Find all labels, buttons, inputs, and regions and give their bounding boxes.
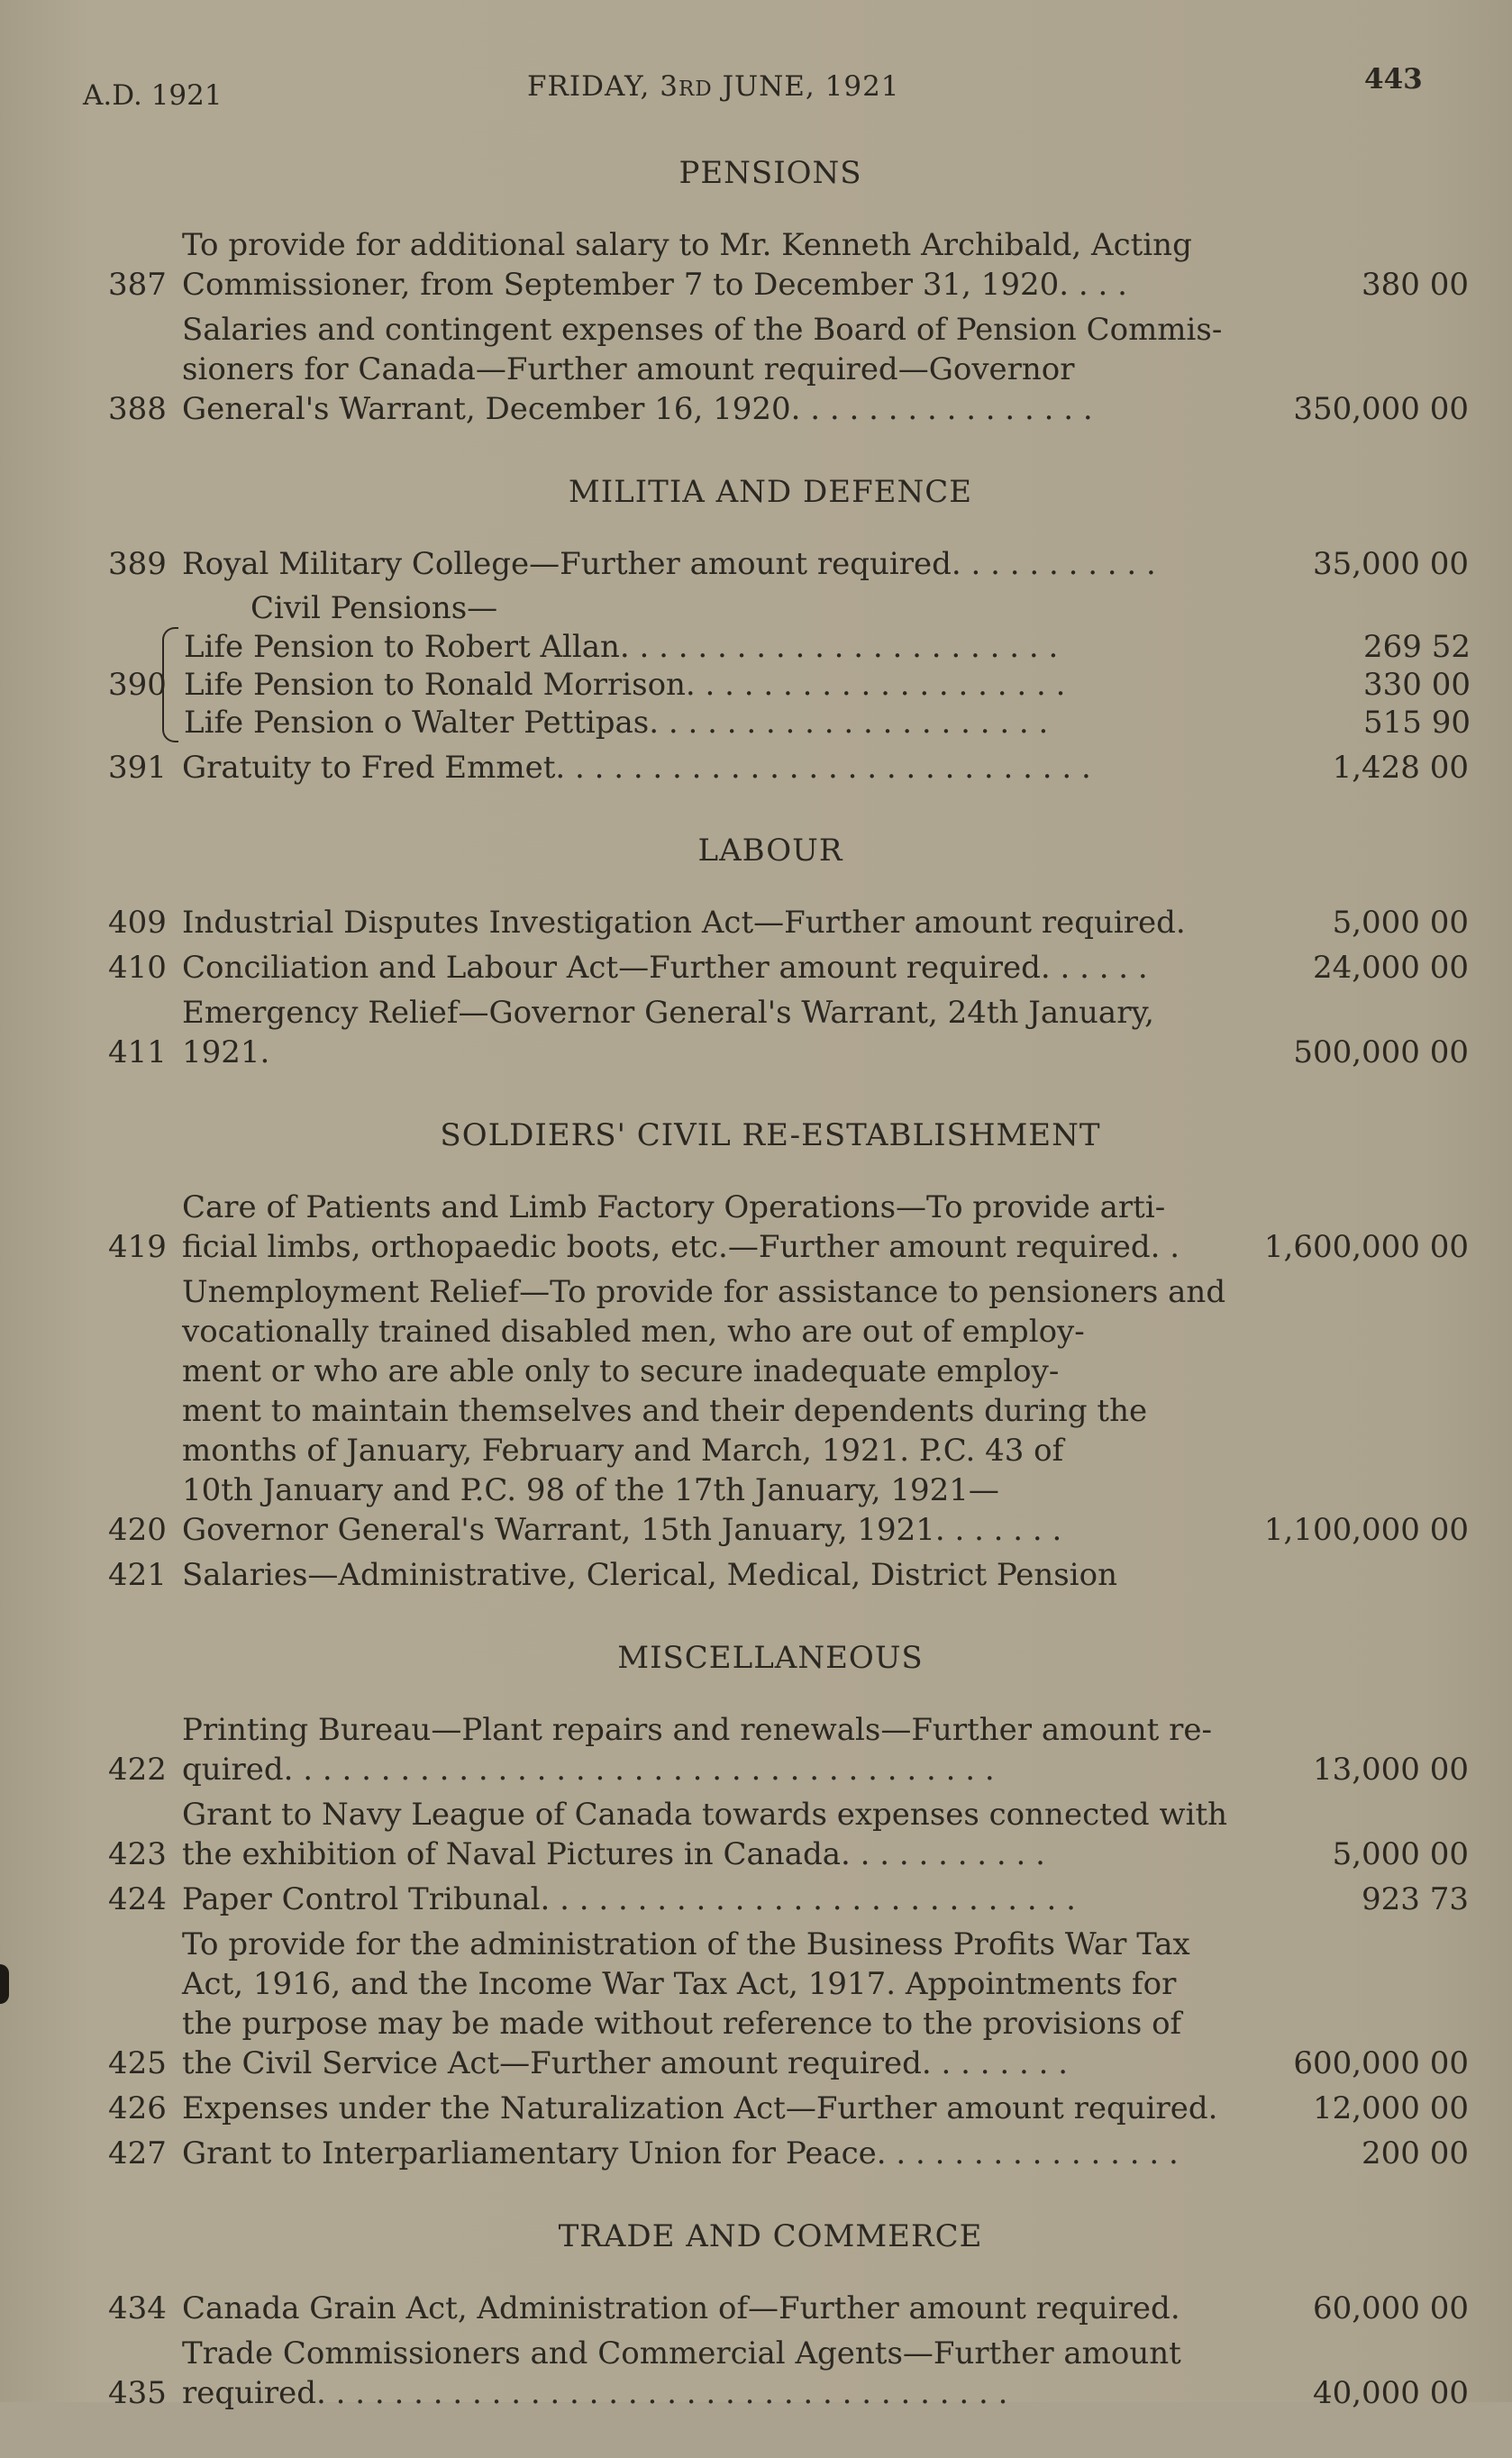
estimate-item: [108, 1272, 1469, 1550]
description-line: Grant to Interparliamentary Union for Peace. . . . . . . . . . . . . . . .: [182, 2135, 1179, 2171]
estimate-item: [108, 310, 1469, 429]
estimate-item: [108, 1710, 1469, 1789]
item-number: 424: [108, 1881, 167, 1917]
header-date: [527, 70, 900, 103]
description-line: To provide for the administration of the Business Profits War Tax: [182, 1926, 1190, 1962]
description-line: ficial limbs, orthopaedic boots, etc.—Further amount required. .: [182, 1229, 1180, 1265]
description-line: Grant to Navy League of Canada towards expenses connected with: [182, 1797, 1228, 1833]
item-amount: 500,000 00: [1293, 1034, 1469, 1070]
item-amount: 40,000 00: [1312, 2375, 1469, 2411]
item-amount: 1,100,000 00: [1263, 1512, 1469, 1548]
item-number: 389: [108, 546, 167, 582]
section: [108, 474, 1469, 787]
header-ordinal: RD: [678, 77, 713, 101]
description-line: Unemployment Relief—To provide for assistance to pensioners and: [182, 1274, 1226, 1310]
binding-mark: [0, 1964, 9, 2004]
section: [108, 1117, 1469, 1595]
item-description: [182, 2334, 1245, 2413]
estimate-item: [108, 948, 1469, 988]
description-line: Royal Military College—Further amount required. . . . . . . . . . .: [182, 546, 1156, 582]
item-number: 410: [108, 950, 167, 986]
section-title: MISCELLANEOUS: [617, 1640, 924, 1676]
item-description: [182, 1555, 1245, 1595]
item-description: [182, 225, 1245, 305]
estimate-item: [108, 544, 1469, 584]
estimate-item: [108, 1925, 1469, 2083]
estimate-item: [108, 1188, 1469, 1267]
item-description: [182, 1795, 1245, 1874]
description-line: Gratuity to Fred Emmet. . . . . . . . . . . . . . . . . . . . . . . . . . . .: [182, 750, 1091, 786]
brace-icon: [162, 627, 178, 742]
item-amount: 60,000 00: [1312, 2290, 1469, 2326]
description-line: the exhibition of Naval Pictures in Canada. . . . . . . . . . .: [182, 1836, 1045, 1872]
item-description: [182, 1880, 1245, 1919]
description-line: Expenses under the Naturalization Act—Further amount required.: [182, 2090, 1218, 2126]
item-description: [182, 2289, 1245, 2328]
item-description: [182, 310, 1245, 429]
item-number: 427: [108, 2135, 167, 2171]
item-amount: 12,000 00: [1312, 2090, 1469, 2126]
item-description: [182, 1188, 1245, 1267]
pension-amount: 269 52: [1363, 629, 1471, 665]
section-title: TRADE AND COMMERCE: [558, 2218, 983, 2254]
item-number: 409: [108, 905, 167, 941]
description-line: Governor General's Warrant, 15th January, 1921. . . . . . .: [182, 1512, 1062, 1548]
description-line: Salaries and contingent expenses of the Board of Pension Commis-: [182, 312, 1223, 348]
estimate-item: [108, 1555, 1469, 1595]
estimate-item: [108, 748, 1469, 787]
item-description: [182, 1710, 1245, 1789]
item-amount: 1,600,000 00: [1263, 1229, 1469, 1265]
pension-line: Life Pension o Walter Pettipas. . . . . . . . . . . . . . . . . . . . .: [184, 705, 1049, 741]
estimate-item: [108, 225, 1469, 305]
item-number: 420: [108, 1512, 167, 1548]
section-title: SOLDIERS' CIVIL RE-ESTABLISHMENT: [440, 1117, 1101, 1153]
pension-line: Life Pension to Ronald Morrison. . . . . . . . . . . . . . . . . . . .: [184, 667, 1066, 703]
description-line: Care of Patients and Limb Factory Operations—To provide arti-: [182, 1189, 1166, 1225]
description-line: Trade Commissioners and Commercial Agents—Further amount: [182, 2335, 1181, 2372]
description-line: Printing Bureau—Plant repairs and renewals—Further amount re-: [182, 1712, 1212, 1748]
item-amount: 600,000 00: [1293, 2045, 1469, 2081]
item-number: 390: [108, 667, 167, 703]
description-line: 10th January and P.C. 98 of the 17th January, 1921—: [182, 1472, 999, 1508]
item-number: 419: [108, 1229, 167, 1265]
item-description: [182, 748, 1245, 787]
item-number: 435: [108, 2375, 167, 2411]
section-title: LABOUR: [697, 833, 843, 869]
section: [108, 1640, 1469, 2173]
description-line: quired. . . . . . . . . . . . . . . . . . . . . . . . . . . . . . . . . . . . .: [182, 1752, 995, 1788]
item-number: 423: [108, 1836, 167, 1872]
item-description: [182, 903, 1245, 942]
item-number: 425: [108, 2045, 167, 2081]
section-title: MILITIA AND DEFENCE: [568, 474, 973, 510]
estimate-item: [108, 903, 1469, 942]
section-title: PENSIONS: [679, 155, 862, 191]
header-day: FRIDAY, 3: [527, 70, 679, 103]
section: [108, 155, 1469, 429]
item-number: 388: [108, 391, 167, 427]
description-line: Commissioner, from September 7 to December 31, 1920. . . .: [182, 267, 1127, 303]
item-number: 421: [108, 1557, 167, 1593]
item-number: 387: [108, 267, 167, 303]
estimate-item: [108, 2334, 1469, 2413]
pension-line: Life Pension to Robert Allan. . . . . . . . . . . . . . . . . . . . . . .: [184, 629, 1059, 665]
item-description: [182, 948, 1245, 988]
item-amount: 5,000 00: [1332, 905, 1469, 941]
item-amount: 350,000 00: [1293, 391, 1469, 427]
item-amount: 200 00: [1362, 2135, 1469, 2171]
item-description: [182, 2089, 1245, 2128]
estimate-item: [108, 1880, 1469, 1919]
document-body: [108, 155, 1469, 2458]
description-line: the Civil Service Act—Further amount required. . . . . . . .: [182, 2045, 1069, 2081]
item-amount: 923 73: [1362, 1881, 1469, 1917]
description-line: Salaries—Administrative, Clerical, Medical, District Pension: [182, 1557, 1117, 1593]
section: [108, 2218, 1469, 2413]
estimate-item: [108, 2134, 1469, 2173]
description-line: required. . . . . . . . . . . . . . . . . . . . . . . . . . . . . . . . . . . .: [182, 2375, 1008, 2411]
header-year: A.D. 1921: [83, 79, 223, 112]
item-amount: 13,000 00: [1312, 1752, 1469, 1788]
description-line: General's Warrant, December 16, 1920. . . . . . . . . . . . . . . .: [182, 391, 1093, 427]
item-description: [182, 1272, 1245, 1550]
description-line: vocationally trained disabled men, who are out of employ-: [182, 1314, 1085, 1350]
description-line: months of January, February and March, 1921. P.C. 43 of: [182, 1433, 1064, 1469]
item-amount: 1,428 00: [1332, 750, 1469, 786]
description-line: Emergency Relief—Governor General's Warrant, 24th January, 1921.: [182, 995, 1154, 1070]
description-line: Canada Grain Act, Administration of—Further amount required.: [182, 2290, 1180, 2326]
item-amount: 24,000 00: [1312, 950, 1469, 986]
item-description: [182, 1925, 1245, 2083]
braced-descriptions: [184, 628, 1247, 742]
item-number: 422: [108, 1752, 167, 1788]
pension-amount: 330 00: [1363, 667, 1471, 703]
item-amount: 380 00: [1362, 267, 1469, 303]
description-line: Industrial Disputes Investigation Act—Further amount required.: [182, 905, 1186, 941]
estimate-item: [108, 1795, 1469, 1874]
description-line: Act, 1916, and the Income War Tax Act, 1917. Appointments for: [182, 1966, 1177, 2002]
description-line: ment or who are able only to secure inadequate employ-: [182, 1353, 1060, 1389]
item-amount: 5,000 00: [1332, 1836, 1469, 1872]
subheading: Civil Pensions—: [250, 590, 498, 626]
braced-amounts: [1247, 628, 1471, 742]
estimate-item: [108, 2289, 1469, 2328]
description-line: sioners for Canada—Further amount required—Governor: [182, 351, 1075, 387]
header-date-rest: JUNE, 1921: [712, 70, 900, 103]
description-line: Conciliation and Labour Act—Further amount required. . . . . .: [182, 950, 1148, 986]
page-number: 443: [1364, 63, 1423, 96]
item-description: [182, 993, 1245, 1072]
estimate-item: [108, 993, 1469, 1072]
braced-item-group: [108, 627, 1469, 742]
item-number: 391: [108, 750, 167, 786]
description-line: the purpose may be made without reference to the provisions of: [182, 2006, 1182, 2042]
section: [108, 833, 1469, 1072]
estimate-item: [108, 2089, 1469, 2128]
item-description: [182, 544, 1245, 584]
item-number: 426: [108, 2090, 167, 2126]
item-number: 411: [108, 1034, 167, 1070]
page-header: [0, 63, 1512, 112]
description-line: Paper Control Tribunal. . . . . . . . . . . . . . . . . . . . . . . . . . . .: [182, 1881, 1076, 1917]
item-description: [182, 2134, 1245, 2173]
item-number: 434: [108, 2290, 167, 2326]
description-line: ment to maintain themselves and their dependents during the: [182, 1393, 1148, 1429]
pension-amount: 515 90: [1363, 705, 1471, 741]
description-line: To provide for additional salary to Mr. Kenneth Archibald, Acting: [182, 227, 1192, 263]
item-amount: 35,000 00: [1312, 546, 1469, 582]
